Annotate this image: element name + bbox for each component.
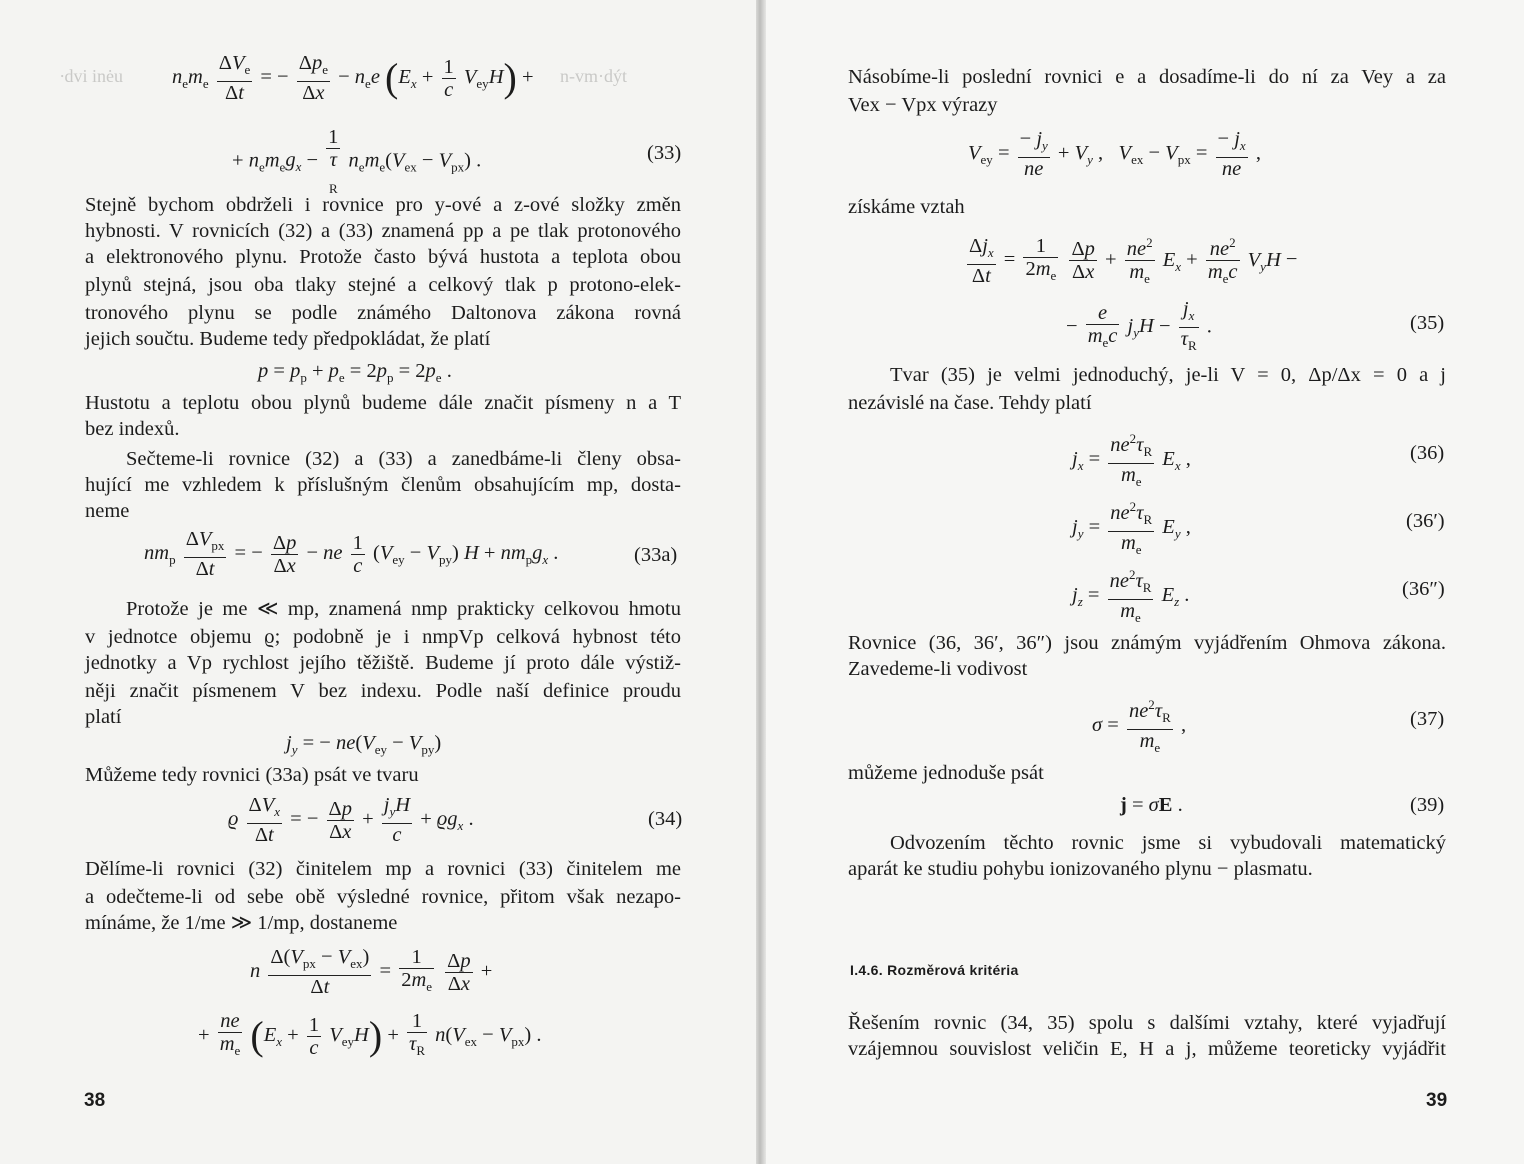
- text-line: neme: [85, 500, 130, 522]
- right-page: [766, 0, 1524, 1164]
- text-line: plynů stejná, jsou oba tlaky stejné a celkový tlak p protono-elek-: [85, 274, 681, 296]
- equation-difference-line2: + $\frac{ne}{m_e}$ ($E_x$ + $\frac{1}{c}$ $V_{ey}H$) + $\frac{1}{\tau_R}$ $n(V_{ex} - V_{px})$ .: [198, 1010, 542, 1059]
- equation-33-line2: + $n_em_eg_x$ − 1 τ $_R$ $n_em_e(V_{ex} - V_{px})$ .: [232, 126, 482, 197]
- equation-label: (34): [648, 808, 683, 830]
- text-line: v jednotce objemu ϱ; podobně je i nmpVp celková hybnost této: [85, 626, 681, 648]
- equation-label: (33a): [634, 544, 678, 566]
- text-line: něji značit písmenem V bez indexu. Podle naší definice proudu: [85, 680, 681, 702]
- text-line: a elektronového plynu. Protože často bývá hustota a teplota obou: [85, 246, 681, 268]
- left-page: [0, 0, 756, 1164]
- text-line: Dělíme-li rovnici (32) činitelem mp a rovnici (33) činitelem me: [85, 858, 681, 880]
- equation-36: $j_x$ = $\frac{ne^2\tau_R}{m_e}$ $E_x$ ,: [1072, 428, 1191, 493]
- page-number: 39: [1426, 1090, 1448, 1111]
- equation-label: (35): [1410, 312, 1445, 334]
- text-line: jednotky a Vp rychlost jejího těžiště. Budeme jí proto dále výstiž-: [85, 652, 681, 674]
- book-gutter: [756, 0, 766, 1164]
- equation-36-prime: $j_y$ = $\frac{ne^2\tau_R}{m_e}$ $E_y$ ,: [1072, 496, 1191, 561]
- bleed-through-text: n‐vm·dýt: [560, 66, 627, 86]
- text-line: aparát ke studiu pohybu ionizovaného plynu − plasmatu.: [848, 858, 1313, 880]
- text-line: hující me vzhledem k příslušným členům obsahujícím mp, dosta-: [85, 474, 681, 496]
- equation-33-line1: $n_em_e$ $\frac{\Delta V_e}{\Delta t}$ = − $\frac{\Delta p_e}{\Delta x}$ − $n_ee$ ($E_x$ + $\frac{1}{c}$ $V_{ey}H$) +: [172, 52, 534, 105]
- equation-label: (36′): [1406, 510, 1445, 532]
- text-line: jejich součtu. Budeme tedy předpokládat, že platí: [85, 328, 491, 350]
- equation-difference-line1: n $\frac{\Delta(V_{px} - V_{ex})}{\Delta t}$ = $\frac{1}{2m_e}$ $\frac{\Delta p}{\Delta x}$ +: [250, 946, 493, 999]
- text-line: získáme vztah: [848, 196, 965, 218]
- text-line: Můžeme tedy rovnici (33a) psát ve tvaru: [85, 764, 419, 786]
- equation-35-line2: − $\frac{e}{m_ec}$ $j_yH$ − $\frac{j_x}{\tau_R}$ .: [1066, 298, 1212, 354]
- text-line: a odečteme-li od sebe obě výsledné rovnice, přitom však nezapo-: [85, 886, 681, 908]
- equation-33a: $nm_p$ $\frac{\Delta V_{px}}{\Delta t}$ = − $\frac{\Delta p}{\Delta x}$ − ne $\frac{1}{c}$ $(V_{ey} - V_{py}) H + nm_pg_x$ .: [144, 528, 559, 581]
- section-heading: I.4.6. Rozměrová kritéria: [850, 962, 1019, 978]
- text-line: Odvozením těchto rovnic jsme si vybudovali matematický: [890, 832, 1446, 854]
- equation-37: σ = $\frac{ne^2\tau_R}{m_e}$ ,: [1092, 694, 1186, 759]
- text-line: Protože je me ≪ mp, znamená nmp prakticky celkovou hmotu: [126, 598, 681, 620]
- text-line: Řešením rovnic (34, 35) spolu s dalšími vztahy, které vyjadřují: [848, 1012, 1446, 1034]
- text-line: vzájemnou souvislost veličin E, H a j, můžeme teoreticky vyjádřit: [848, 1038, 1446, 1060]
- text-line: Stejně bychom obdrželi i rovnice pro y-ové a z-ové složky změn: [85, 194, 681, 216]
- text-line: Sečteme-li rovnice (32) a (33) a zanedbáme-li členy obsa-: [126, 448, 681, 470]
- equation-label: (36″): [1402, 578, 1445, 600]
- page-number: 38: [84, 1090, 106, 1111]
- equation-velocity-substitution: $V_{ey}$ = $\frac{- j_y}{ne}$ + $V_y$ , $V_{ex} - V_{px}$ = $\frac{- j_x}{ne}$ ,: [968, 128, 1261, 181]
- text-line: Zavedeme-li vodivost: [848, 658, 1028, 680]
- text-line: platí: [85, 706, 122, 728]
- equation-39: j = σE .: [1120, 794, 1183, 816]
- equation-34: ϱ $\frac{\Delta V_x}{\Delta t}$ = − $\frac{\Delta p}{\Delta x}$ + $\frac{j_yH}{c}$ + $ϱg_x$ .: [228, 794, 474, 847]
- text-line: Násobíme-li poslední rovnici e a dosadíme-li do ní za Vey a za: [848, 66, 1446, 88]
- text-line: hybnosti. V rovnicích (32) a (33) znamená pp a pe tlak protonového: [85, 220, 681, 242]
- text-line: Hustotu a teplotu obou plynů budeme dále značit písmeny n a T: [85, 392, 681, 414]
- text-line: Tvar (35) je velmi jednoduchý, je-li V = 0, Δp/Δx = 0 a j: [890, 364, 1446, 386]
- text-line: tronového plynu se podle známého Daltonova zákona rovná: [85, 302, 681, 324]
- equation-jy-current: $j_y$ = − $ne(V_{ey} - V_{py})$: [286, 732, 442, 758]
- equation-label: (37): [1410, 708, 1445, 730]
- bleed-through-text: ∙dvi inėu: [60, 66, 123, 86]
- text-line: můžeme jednoduše psát: [848, 762, 1044, 784]
- equation-label: (39): [1410, 794, 1445, 816]
- text-line: mínáme, že 1/me ≫ 1/mp, dostaneme: [85, 912, 398, 934]
- text-line: Vex − Vpx výrazy: [848, 94, 998, 116]
- text-line: bez indexů.: [85, 418, 180, 440]
- equation-label: (33): [647, 142, 682, 164]
- equation-label: (36): [1410, 442, 1445, 464]
- text-line: Rovnice (36, 36′, 36″) jsou známým vyjádřením Ohmova zákona.: [848, 632, 1446, 654]
- equation-36-double-prime: $j_z$ = $\frac{ne^2\tau_R}{m_e}$ $E_z$ .: [1072, 564, 1189, 629]
- text-line: nezávislé na čase. Tehdy platí: [848, 392, 1092, 414]
- equation-35-line1: $\frac{\Delta j_x}{\Delta t}$ = $\frac{1}{2m_e}$ $\frac{\Delta p}{\Delta x}$ + $\frac{ne^2}{m_e}$ $E_x$ + $\frac{ne^2}{m_ec}$ $V_yH$ −: [964, 232, 1297, 290]
- equation-pressure-sum: $p = p_p + p_e = 2p_p = 2p_e$ .: [258, 360, 452, 386]
